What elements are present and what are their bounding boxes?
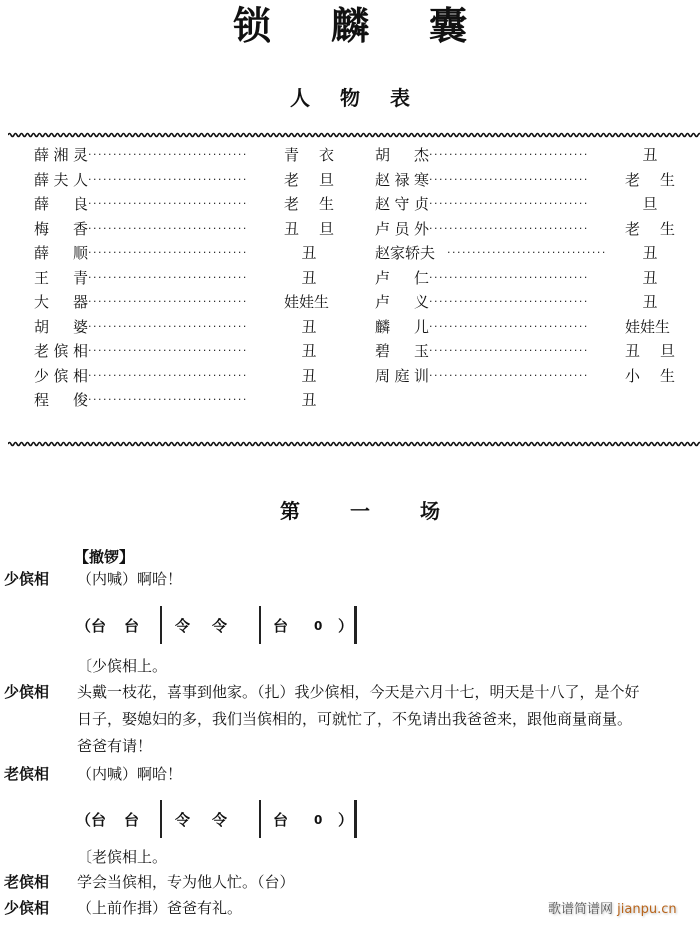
stage-direction: 〔少傧相上。 — [77, 657, 168, 675]
end-bar-line — [354, 800, 357, 838]
role-type — [284, 192, 334, 217]
character-name-char: 湘 — [53, 146, 69, 164]
beat-cell: 令 — [175, 617, 191, 635]
leader-dots: ································ — [429, 221, 589, 235]
cast-row — [375, 290, 675, 315]
role-type-text: 丑 — [642, 293, 658, 311]
cast-row — [34, 315, 334, 340]
character-name-char: 良 — [72, 195, 88, 213]
character-name-char: 外 — [413, 219, 429, 238]
role-type-text: 老 — [625, 219, 641, 238]
dialogue-text: （内喊）啊哈！ — [77, 765, 183, 783]
play-title: 锁麟囊 — [232, 4, 527, 48]
character-name-char: 胡 — [375, 146, 391, 164]
role-type — [284, 290, 334, 315]
beat-cell: 令 — [212, 617, 228, 635]
character-name-char: 薛 — [34, 170, 50, 189]
character-name — [375, 241, 447, 266]
character-name-char: 胡 — [34, 317, 50, 336]
cast-row — [375, 192, 675, 217]
character-name — [34, 168, 88, 193]
character-name-char: 杰 — [413, 146, 429, 164]
bar-line — [259, 606, 261, 644]
leader-dots: ································ — [429, 197, 589, 210]
cast-row — [34, 143, 334, 168]
watermark-url: jianpu.cn — [617, 902, 677, 917]
character-name — [375, 315, 429, 340]
character-name-char: 麟 — [375, 317, 391, 336]
character-name — [375, 290, 429, 315]
bar-line — [160, 606, 162, 644]
beat-cell: 台 — [124, 811, 140, 829]
role-type — [284, 339, 334, 364]
character-name-char: 少 — [34, 366, 50, 385]
cast-list-right — [375, 143, 675, 388]
cast-list-left — [34, 143, 334, 413]
cast-row — [34, 364, 334, 389]
character-name — [34, 217, 88, 242]
role-type-text: 生 — [659, 366, 675, 385]
character-name-char: 大 — [34, 293, 50, 311]
character-name-char: 俊 — [72, 391, 88, 409]
role-type-text: 丑 — [642, 146, 658, 164]
role-type — [625, 241, 675, 266]
character-name — [34, 241, 88, 266]
role-type — [284, 266, 334, 291]
character-name-char: 玉 — [413, 342, 429, 360]
speaker-label: 少傧相 — [4, 683, 50, 701]
role-type — [625, 168, 675, 193]
dialogue-text: （上前作揖）爸爸有礼。 — [77, 899, 243, 917]
role-type-text: 老 — [625, 170, 641, 189]
character-name — [375, 217, 429, 242]
cast-row — [375, 168, 675, 193]
role-type-text: 生 — [659, 170, 675, 189]
role-type-text: 丑 — [301, 391, 317, 409]
character-name — [34, 364, 88, 389]
wavy-divider-bottom — [8, 440, 700, 448]
role-type — [284, 241, 334, 266]
role-type-text: 娃娃生 — [284, 293, 330, 311]
character-name — [34, 315, 88, 340]
role-type — [625, 143, 675, 168]
beat-cell: 令 — [212, 811, 228, 829]
bar-line — [259, 800, 261, 838]
leader-dots: ································ — [88, 295, 248, 308]
character-name-char: 周 — [375, 366, 391, 385]
character-name — [375, 339, 429, 364]
cast-row — [375, 315, 675, 340]
role-type — [625, 217, 675, 242]
cast-row — [375, 217, 675, 242]
role-type-text: 旦 — [659, 342, 675, 360]
leader-dots: ································ — [429, 344, 589, 357]
percussion-notation — [76, 606, 366, 646]
role-type — [284, 168, 334, 193]
character-name — [375, 143, 429, 168]
role-type — [625, 192, 675, 217]
stage-direction: 〔老傧相上。 — [77, 848, 168, 866]
role-type-text: 丑 — [301, 317, 317, 336]
beat-cell: 0 — [314, 813, 323, 827]
cast-row — [375, 143, 675, 168]
character-name-char: 义 — [413, 293, 429, 311]
role-type — [284, 143, 334, 168]
leader-dots: ································ — [88, 344, 248, 357]
speaker-label: 少傧相 — [4, 899, 50, 917]
cast-row — [34, 192, 334, 217]
beat-cell: 0 — [314, 619, 323, 633]
character-name-char: 灵 — [72, 146, 88, 164]
character-name-char: 贞 — [413, 195, 429, 213]
end-bar-line — [354, 606, 357, 644]
watermark-site-name: 歌谱简谱网 — [548, 902, 614, 917]
character-name-char: 卢 — [375, 219, 391, 238]
role-type — [625, 290, 675, 315]
character-name-char: 卢 — [375, 268, 391, 287]
character-name-char: 程 — [34, 391, 50, 409]
speaker-label: 老傧相 — [4, 765, 50, 783]
role-type-text: 丑 — [625, 342, 641, 360]
cast-row — [34, 290, 334, 315]
character-name-char: 员 — [394, 219, 410, 238]
leader-dots: ································ — [447, 246, 607, 259]
leader-dots: ································ — [88, 393, 248, 406]
character-name — [375, 192, 429, 217]
role-type-text: 丑 — [642, 268, 658, 287]
role-type-text: 小 — [625, 366, 641, 385]
character-name — [375, 168, 429, 193]
character-name-char: 赵 — [375, 170, 391, 189]
character-name-char: 王 — [34, 268, 50, 287]
character-name-char: 傧 — [53, 366, 69, 385]
role-type-text: 旦 — [318, 170, 334, 189]
beat-cell: 台 — [273, 617, 289, 635]
character-name-char: 薛 — [34, 195, 50, 213]
watermark — [548, 898, 677, 917]
dialogue-text: （内喊）啊哈！ — [77, 570, 183, 588]
character-name-char: 老 — [34, 342, 50, 360]
cast-row — [34, 168, 334, 193]
role-type-text: 青 — [284, 146, 300, 164]
role-type — [284, 388, 334, 413]
leader-dots: ································ — [429, 295, 589, 308]
role-type-text: 旦 — [642, 195, 658, 213]
beat-cell: 令 — [175, 811, 191, 829]
role-type — [284, 364, 334, 389]
role-type — [625, 315, 675, 340]
cast-row — [34, 388, 334, 413]
role-type-text: 生 — [659, 219, 675, 238]
leader-dots: ································ — [88, 172, 248, 186]
leader-dots: ································ — [429, 148, 589, 161]
role-type-text: 丑 — [301, 244, 317, 262]
leader-dots: ································ — [429, 368, 589, 382]
leader-dots: ································ — [429, 172, 589, 186]
role-type-text: 老 — [284, 170, 300, 189]
role-type-text: 老 — [284, 195, 300, 213]
character-name-char: 禄 — [394, 170, 410, 189]
cast-table-heading: 人物表 — [290, 86, 440, 110]
cast-row — [34, 241, 334, 266]
beat-cell: 台 — [273, 811, 289, 829]
character-name-char: 人 — [72, 170, 88, 189]
character-name — [34, 266, 88, 291]
cast-row — [34, 217, 334, 242]
percussion-notation — [76, 800, 366, 840]
dialogue-text: 爸爸有请！ — [77, 737, 153, 755]
character-name — [375, 364, 429, 389]
cast-row — [34, 339, 334, 364]
role-type-text: 衣 — [318, 146, 334, 164]
role-type-text: 娃娃生 — [625, 317, 671, 336]
character-name-char: 赵 — [375, 195, 391, 213]
character-name-char: 相 — [72, 366, 88, 385]
character-name-char: 仁 — [413, 268, 429, 287]
character-name-char: 香 — [72, 219, 88, 238]
role-type-text: 旦 — [318, 219, 334, 238]
character-name-char: 训 — [413, 366, 429, 385]
wavy-divider-top — [8, 131, 700, 139]
leader-dots: ································ — [88, 319, 248, 333]
character-name-char: 赵家轿夫 — [375, 244, 436, 262]
dialogue-text: 学会当傧相，专为他人忙。（台） — [77, 873, 295, 891]
character-name-char: 器 — [72, 293, 88, 311]
scene-heading: 第一场 — [280, 499, 490, 523]
leader-dots: ································ — [429, 319, 589, 333]
cast-row — [375, 266, 675, 291]
leader-dots: ································ — [88, 368, 248, 382]
speaker-label: 少傧相 — [4, 570, 50, 588]
role-type-text: 丑 — [284, 219, 300, 238]
dialogue-text: 头戴一枝花，喜事到他家。（扎）我少傧相，今天是六月十七，明天是十八了，是个好 — [77, 683, 640, 701]
character-name-char: 儿 — [413, 317, 429, 336]
music-cue: 【撤锣】 — [74, 548, 135, 566]
character-name-char: 卢 — [375, 293, 391, 311]
role-type — [625, 364, 675, 389]
character-name — [375, 266, 429, 291]
leader-dots: ································ — [429, 270, 589, 284]
role-type — [284, 217, 334, 242]
character-name-char: 青 — [72, 268, 88, 287]
cast-row — [375, 241, 675, 266]
role-type-text: 丑 — [301, 268, 317, 287]
bar-line — [160, 800, 162, 838]
character-name-char: 薛 — [34, 244, 50, 262]
character-name — [34, 192, 88, 217]
character-name-char: 碧 — [375, 342, 391, 360]
role-type-text: 生 — [318, 195, 334, 213]
leader-dots: ································ — [88, 246, 248, 259]
character-name — [34, 339, 88, 364]
character-name-char: 寒 — [413, 170, 429, 189]
character-name — [34, 290, 88, 315]
role-type — [625, 266, 675, 291]
beat-cell: ） — [338, 617, 354, 635]
cast-row — [375, 339, 675, 364]
role-type — [284, 315, 334, 340]
leader-dots: ································ — [88, 148, 248, 161]
role-type — [625, 339, 675, 364]
beat-cell: 台 — [124, 617, 140, 635]
character-name-char: 相 — [72, 342, 88, 360]
role-type-text: 丑 — [301, 342, 317, 360]
dialogue-text: 日子，娶媳妇的多，我们当傧相的，可就忙了，不免请出我爸爸来，跟他商量商量。 — [77, 710, 633, 728]
character-name-char: 守 — [394, 195, 410, 213]
speaker-label: 老傧相 — [4, 873, 50, 891]
character-name — [34, 388, 88, 413]
role-type-text: 丑 — [301, 366, 317, 385]
beat-cell: ） — [338, 811, 354, 829]
role-type-text: 丑 — [642, 244, 658, 262]
leader-dots: ································ — [88, 221, 248, 235]
beat-cell: （台 — [76, 617, 107, 635]
character-name-char: 顺 — [72, 244, 88, 262]
leader-dots: ································ — [88, 197, 248, 210]
leader-dots: ································ — [88, 270, 248, 284]
character-name-char: 梅 — [34, 219, 50, 238]
character-name-char: 薛 — [34, 146, 50, 164]
character-name-char: 庭 — [394, 366, 410, 385]
character-name-char: 傧 — [53, 342, 69, 360]
cast-row — [375, 364, 675, 389]
beat-cell: （台 — [76, 811, 107, 829]
cast-row — [34, 266, 334, 291]
character-name-char: 夫 — [53, 170, 69, 189]
character-name-char: 婆 — [72, 317, 88, 336]
character-name — [34, 143, 88, 168]
